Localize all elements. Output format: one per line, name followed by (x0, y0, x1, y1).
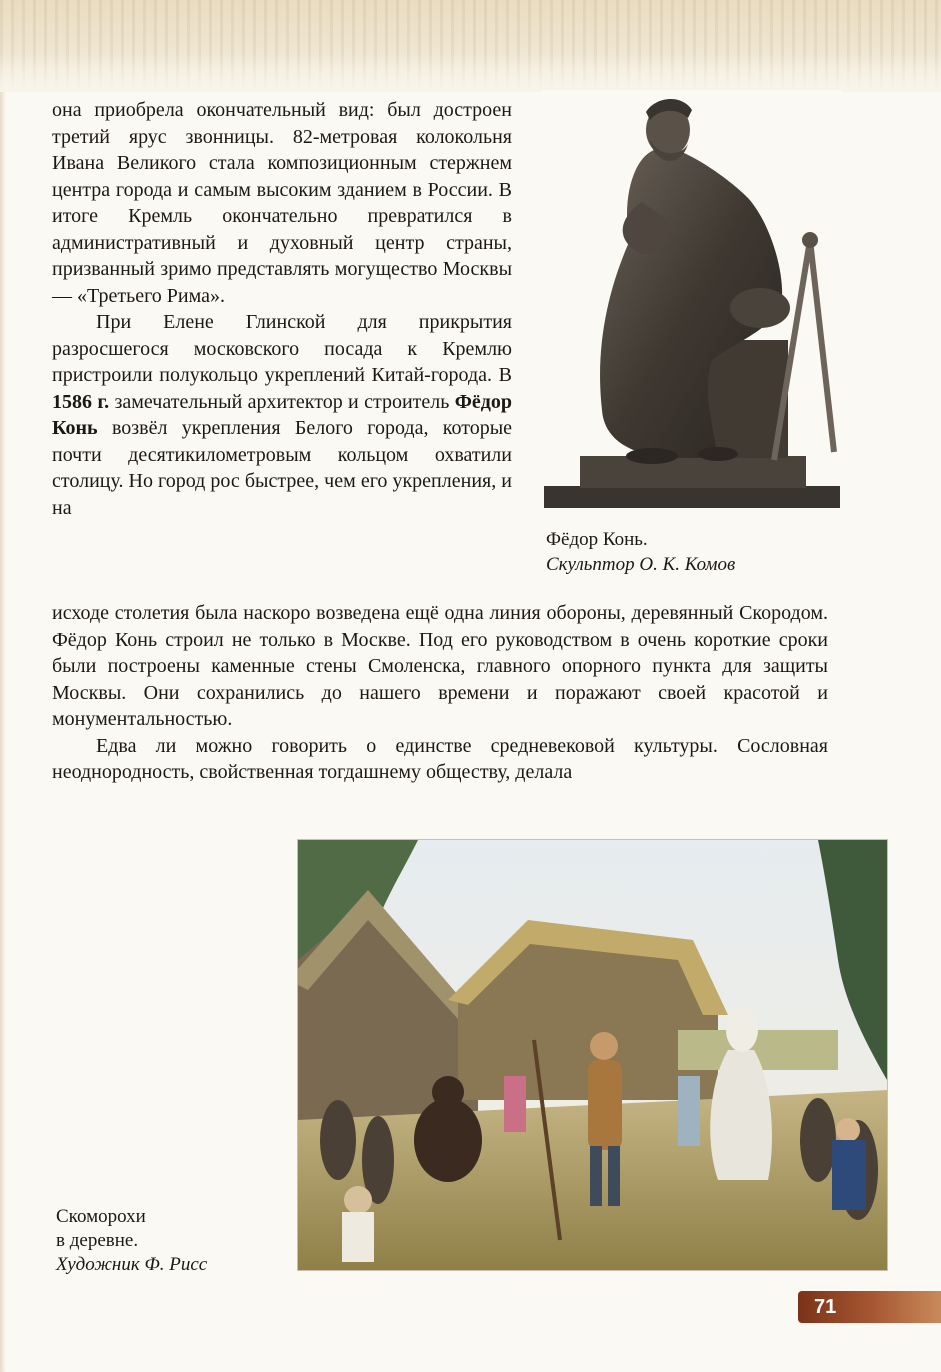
painting-caption (56, 1205, 286, 1277)
paragraph-2-continued: исходе столетия была наскоро возведена ещё одна линия обороны, деревянный Скородом. Фёдор Конь строил не только в Москве. Под его руководством в очень короткие сроки были построены каменные стены Смоленска, главного опорного пункта для защиты Москвы. Они сохранились до нашего времени и поражают своей красотой и монументальностью. (52, 602, 828, 730)
header-decorative-band (0, 0, 941, 92)
page-edge (0, 92, 6, 1372)
painting-caption-line-1: Скоморохи (56, 1206, 146, 1227)
page-number: 71 (814, 1296, 837, 1318)
paragraph-2-part-a: При Елене Глинской для прикрытия разросшегося московского посада к Кремлю пристроили полукольцо укреплений Китай-города. В (52, 311, 512, 386)
painting-village-scene-illustration (298, 840, 887, 1270)
name-fedor-kon: Фёдор Конь (52, 390, 512, 439)
paragraph-2 (52, 309, 512, 521)
painting-skomorokhi (298, 840, 887, 1270)
year-1586: 1586 г. (52, 390, 110, 413)
statue-fedor-kon-illustration (542, 90, 842, 510)
painting-caption-author: Художник Ф. Рисс (56, 1254, 208, 1275)
statue-caption (546, 527, 836, 577)
paragraph-2-part-b: замечательный архитектор и строитель (114, 390, 450, 413)
statue-caption-author: Скульптор О. К. Комов (546, 554, 736, 575)
statue-image (542, 90, 842, 510)
paragraph-1: она приобрела окончательный вид: был достроен третий ярус звонницы. 82-метровая колокольня Ивана Великого стала композиционным стержнем центра города и самым высоким зданием в России. В итоге Кремль окончательно превратился в административный и духовный центр страны, призванный зримо представлять могущество Москвы — «Третьего Рима». (52, 99, 512, 307)
paragraph-3: Едва ли можно говорить о единстве средневековой культуры. Сословная неоднородность, свойственная тогдашнему обществу, делала (52, 734, 828, 783)
paragraph-2-part-c: возвёл укрепления Белого города, которые почти десятикилометровым кольцом охватили столицу. Но город рос быстрее, чем его укрепления, и на (52, 417, 513, 519)
statue-caption-title: Фёдор Конь. (546, 529, 648, 550)
painting-caption-line-2: в деревне. (56, 1230, 139, 1251)
header-fade (0, 54, 941, 92)
column-text (52, 97, 512, 521)
full-width-text (52, 600, 828, 786)
